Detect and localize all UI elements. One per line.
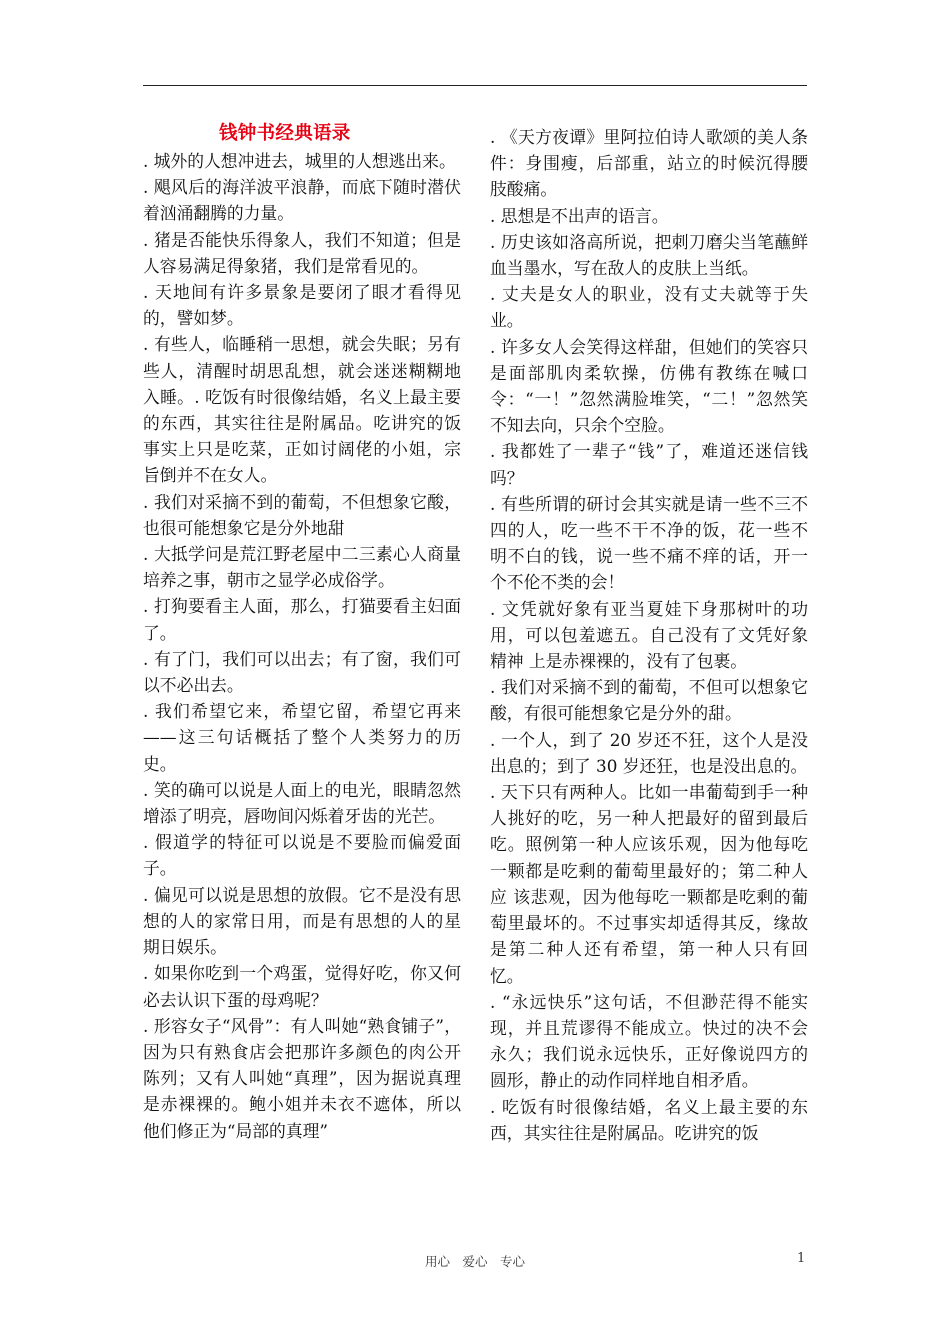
- right-column: [490, 120, 808, 1146]
- quote-paragraph: . 偏见可以说是思想的放假。它不是没有思想的人的家常日用，而是有思想的人的星期日娱乐。: [143, 884, 461, 958]
- quote-paragraph: . 一个人，到了 20 岁还不狂，这个人是没出息的；到了 30 岁还狂，也是没出息的。: [490, 729, 808, 776]
- quote-paragraph: . 假道学的特征可以说是不要脸而偏爱面子。: [143, 832, 461, 879]
- footer-motto: 用心 爱心 专心: [424, 1254, 525, 1269]
- header-rule: [143, 85, 807, 86]
- quote-paragraph: . “永远快乐”这句话，不但渺茫得不能实现，并且荒谬得不能成立。快过的决不会永久；我们说永远快乐，正好像说四方的圆形，静止的动作同样地自相矛盾。: [490, 991, 808, 1091]
- quote-paragraph: . 形容女子“风骨”：有人叫她“熟食铺子”，因为只有熟食店会把那许多颜色的肉公开陈列；又有人叫她“真理”，因为据说真理是赤裸裸的。鲍小姐并未衣不遮体，所以他们修正为“局部的真理”: [143, 1015, 461, 1141]
- quote-paragraph: . 有了门，我们可以出去；有了窗，我们可以不必出去。: [143, 648, 461, 696]
- quote-paragraph: . 我都姓了一辈子“钱”了，难道还迷信钱吗？: [490, 441, 808, 488]
- quote-paragraph: . 笑的确可以说是人面上的电光，眼睛忽然增添了明亮，唇吻间闪烁着牙齿的光芒。: [143, 779, 461, 827]
- quote-paragraph: . 《天方夜谭》里阿拉伯诗人歌颂的美人条件：身围瘦，后部重，站立的时候沉得腰肢酸痛。: [490, 127, 808, 200]
- quote-paragraph: . 吃饭有时很像结婚，名义上最主要的东西，其实往往是附属品。吃讲究的饭: [490, 1096, 808, 1143]
- quote-paragraph: . 打狗要看主人面，那么，打猫要看主妇面了。: [143, 596, 461, 643]
- quote-paragraph: . 我们希望它来，希望它留，希望它再来——这三句话概括了整个人类努力的历史。: [143, 701, 461, 774]
- quote-paragraph: . 丈夫是女人的职业，没有丈夫就等于失业。: [490, 284, 808, 331]
- quote-paragraph: . 我们对采摘不到的葡萄，不但想象它酸，也很可能想象它是分外地甜: [143, 491, 461, 538]
- quote-paragraph: . 大抵学问是荒江野老屋中二三素心人商量培养之事，朝市之显学必成俗学。: [143, 544, 461, 591]
- quote-paragraph: . 天地间有许多景象是要闭了眼才看得见的，譬如梦。: [143, 282, 461, 329]
- quote-paragraph: . 飓风后的海洋波平浪静，而底下随时潜伏着汹涌翻腾的力量。: [143, 177, 461, 224]
- quote-paragraph: . 有些所谓的研讨会其实就是请一些不三不四的人，吃一些不干不净的饭，花一些不明不白的钱，说一些不痛不痒的话，开一个不伦不类的会！: [490, 493, 808, 593]
- quote-paragraph: . 天下只有两种人。比如一串葡萄到手一种人挑好的吃，另一种人把最好的留到最后吃。照例第一种人应该乐观，因为他每吃一颗都是吃剩的葡萄里最好的；第二种人应 该悲观，因为他每吃一颗都是吃剩的葡萄里最坏的。不过事实却适得其反，缘故是第二种人还有希望，第一种人只有回忆。: [490, 782, 808, 986]
- left-column: [143, 120, 461, 1144]
- quote-paragraph: . 思想是不出声的语言。: [490, 205, 669, 226]
- quote-paragraph: . 如果你吃到一个鸡蛋，觉得好吃，你又何必去认识下蛋的母鸡呢？: [143, 963, 461, 1010]
- quote-paragraph: . 历史该如洛高所说，把刺刀磨尖当笔蘸鲜血当墨水，写在敌人的皮肤上当纸。: [490, 231, 808, 279]
- quote-paragraph: . 许多女人会笑得这样甜，但她们的笑容只是面部肌肉柔软操，仿佛有教练在喊口令：“一！”忽然满脸堆笑，“二！”忽然笑不知去向，只余个空脸。: [490, 336, 808, 436]
- quote-paragraph: . 文凭就好象有亚当夏娃下身那树叶的功用，可以包羞遮五。自己没有了文凭好象精神 上是赤裸裸的，没有了包裹。: [490, 598, 808, 672]
- page-number: 1: [797, 1251, 806, 1266]
- quote-paragraph: . 猪是否能快乐得象人，我们不知道；但是人容易满足得象猪，我们是常看见的。: [143, 229, 461, 276]
- document-title: 钱钟书经典语录: [219, 123, 351, 144]
- quote-paragraph: . 有些人，临睡稍一思想，就会失眠；另有些人，清醒时胡思乱想，就会迷迷糊糊地入睡。. 吃饭有时很像结婚，名义上最主要的东西，其实往往是附属品。吃讲究的饭事实上只是吃菜，正如讨阔佬的小姐，宗旨倒并不在女人。: [143, 334, 461, 486]
- quote-paragraph: . 城外的人想冲进去，城里的人想逃出来。: [143, 151, 456, 171]
- quote-paragraph: . 我们对采摘不到的葡萄，不但可以想象它酸，有很可能想象它是分外的甜。: [490, 677, 808, 724]
